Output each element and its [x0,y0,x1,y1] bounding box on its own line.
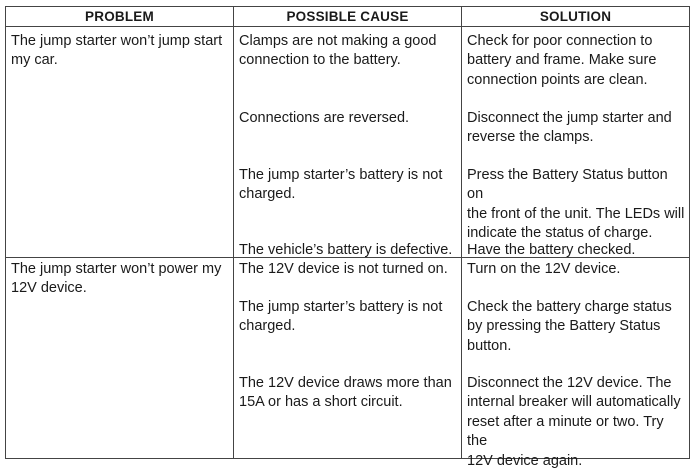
solution-text: Turn on the 12V device. [467,261,621,277]
problem-cell [6,27,234,258]
solution-text: Check the battery charge status by pressing the Battery Status button. [467,299,672,354]
cause-text: The vehicle’s battery is defective. [239,242,453,258]
solution-text: Disconnect the jump starter and reverse the clamps. [467,110,672,146]
cause-text: The jump starter’s battery is not charged. [239,299,443,335]
header-solution: SOLUTION [462,7,690,27]
cause-text: Connections are reversed. [239,110,410,126]
cause-cell [234,27,462,258]
header-row [6,7,690,27]
cause-cell [234,258,462,459]
table-row [6,258,690,459]
solution-text: Press the Battery Status button on the front of the unit. The LEDs will indicate the status of charge. [467,167,685,242]
troubleshooting-table [5,6,690,469]
solution-text: Disconnect the 12V device. The internal breaker will automatically reset after a minute or two. Try the 12V device again. [467,375,681,469]
table-row [6,27,690,258]
cause-text: The jump starter’s battery is not charged. [239,167,443,203]
cause-text: The 12V device draws more than 15A or has a short circuit. [239,375,452,411]
problem-text: The jump starter won’t power my 12V device. [11,261,222,297]
header-possible-cause: POSSIBLE CAUSE [234,7,462,27]
solution-text: Have the battery checked. [467,242,636,258]
solution-text: Check for poor connection to battery and frame. Make sure connection points are clean. [467,33,657,88]
header-problem: PROBLEM [6,7,234,27]
solution-cell [462,27,690,258]
solution-cell [462,258,690,469]
cause-text: The 12V device is not turned on. [239,261,448,277]
problem-cell [6,258,234,459]
problem-text: The jump starter won’t jump start my car. [11,33,223,69]
cause-text: Clamps are not making a good connection to the battery. [239,33,437,69]
